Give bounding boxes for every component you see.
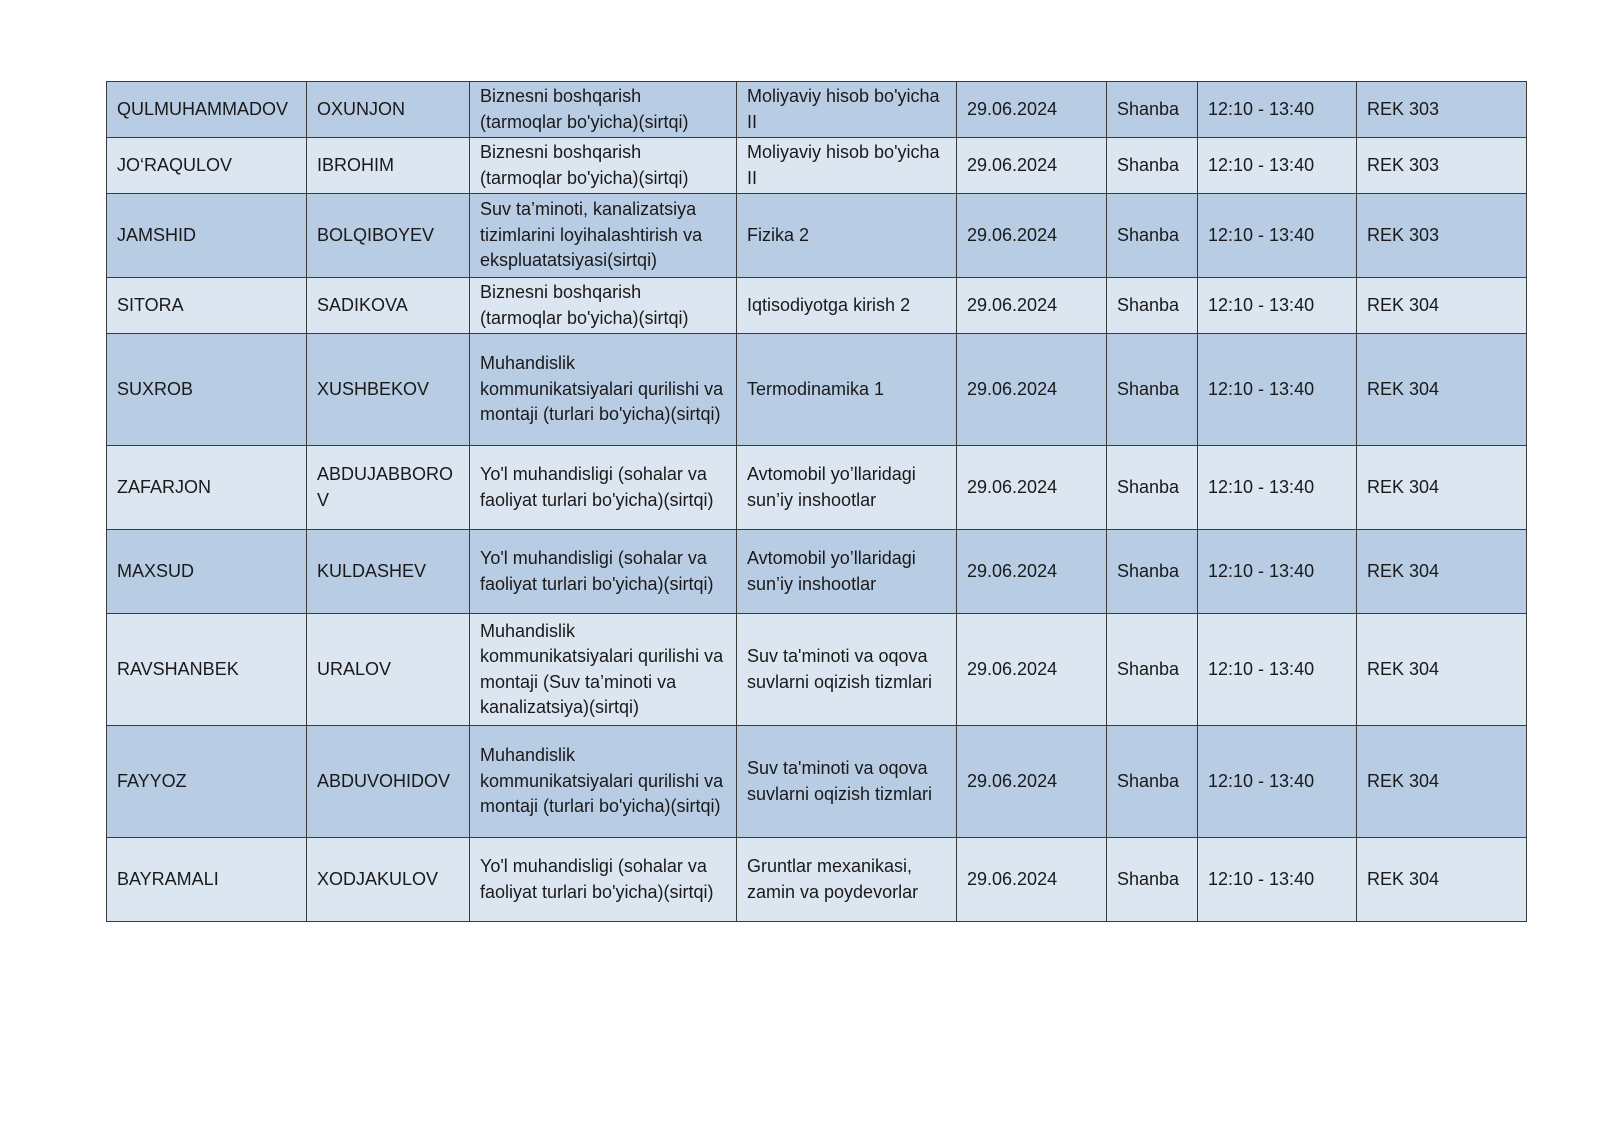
cell-day: Shanba (1107, 278, 1198, 334)
table-row (107, 334, 1527, 446)
cell-subject: Iqtisodiyotga kirish 2 (737, 278, 957, 334)
cell-name: XODJAKULOV (307, 838, 470, 922)
cell-name: SADIKOVA (307, 278, 470, 334)
cell-subject: Moliyaviy hisob bo'yicha II (737, 138, 957, 194)
cell-room: REK 304 (1357, 530, 1527, 614)
cell-subject: Moliyaviy hisob bo'yicha II (737, 82, 957, 138)
cell-time: 12:10 - 13:40 (1198, 614, 1357, 726)
exam-schedule-table (106, 81, 1527, 922)
cell-room: REK 303 (1357, 82, 1527, 138)
table-row (107, 138, 1527, 194)
cell-subject: Termodinamika 1 (737, 334, 957, 446)
cell-name: BOLQIBOYEV (307, 194, 470, 278)
cell-surname: SITORA (107, 278, 307, 334)
cell-date: 29.06.2024 (957, 138, 1107, 194)
table-row (107, 82, 1527, 138)
cell-surname: JO‘RAQULOV (107, 138, 307, 194)
cell-surname: FAYYOZ (107, 726, 307, 838)
cell-time: 12:10 - 13:40 (1198, 838, 1357, 922)
cell-name: OXUNJON (307, 82, 470, 138)
cell-program: Yo'l muhandisligi (sohalar va faoliyat turlari bo'yicha)(sirtqi) (470, 838, 737, 922)
cell-subject: Fizika 2 (737, 194, 957, 278)
cell-date: 29.06.2024 (957, 446, 1107, 530)
table-row (107, 194, 1527, 278)
table-row (107, 530, 1527, 614)
cell-program: Suv ta’minoti, kanalizatsiya tizimlarini loyihalashtirish va ekspluatatsiyasi(sirtqi) (470, 194, 737, 278)
cell-date: 29.06.2024 (957, 334, 1107, 446)
cell-program: Muhandislik kommunikatsiyalari qurilishi va montaji (turlari bo'yicha)(sirtqi) (470, 334, 737, 446)
cell-day: Shanba (1107, 82, 1198, 138)
cell-program: Biznesni boshqarish (tarmoqlar bo'yicha)(sirtqi) (470, 138, 737, 194)
cell-day: Shanba (1107, 614, 1198, 726)
cell-room: REK 304 (1357, 726, 1527, 838)
cell-time: 12:10 - 13:40 (1198, 530, 1357, 614)
cell-time: 12:10 - 13:40 (1198, 138, 1357, 194)
cell-time: 12:10 - 13:40 (1198, 194, 1357, 278)
cell-time: 12:10 - 13:40 (1198, 446, 1357, 530)
cell-time: 12:10 - 13:40 (1198, 82, 1357, 138)
table-row (107, 726, 1527, 838)
cell-room: REK 304 (1357, 614, 1527, 726)
cell-surname: JAMSHID (107, 194, 307, 278)
cell-day: Shanba (1107, 838, 1198, 922)
table-body (107, 82, 1527, 922)
cell-subject: Avtomobil yo’llaridagi sun’iy inshootlar (737, 446, 957, 530)
cell-room: REK 303 (1357, 194, 1527, 278)
cell-day: Shanba (1107, 138, 1198, 194)
cell-date: 29.06.2024 (957, 614, 1107, 726)
cell-program: Muhandislik kommunikatsiyalari qurilishi va montaji (turlari bo'yicha)(sirtqi) (470, 726, 737, 838)
cell-program: Biznesni boshqarish (tarmoqlar bo'yicha)(sirtqi) (470, 278, 737, 334)
cell-name: KULDASHEV (307, 530, 470, 614)
table-row (107, 446, 1527, 530)
cell-room: REK 304 (1357, 446, 1527, 530)
cell-surname: BAYRAMALI (107, 838, 307, 922)
cell-room: REK 303 (1357, 138, 1527, 194)
cell-surname: QULMUHAMMADOV (107, 82, 307, 138)
cell-program: Yo'l muhandisligi (sohalar va faoliyat turlari bo'yicha)(sirtqi) (470, 446, 737, 530)
cell-date: 29.06.2024 (957, 838, 1107, 922)
cell-subject: Suv ta'minoti va oqova suvlarni oqizish tizmlari (737, 614, 957, 726)
cell-program: Yo'l muhandisligi (sohalar va faoliyat turlari bo'yicha)(sirtqi) (470, 530, 737, 614)
cell-surname: SUXROB (107, 334, 307, 446)
cell-day: Shanba (1107, 726, 1198, 838)
cell-day: Shanba (1107, 530, 1198, 614)
cell-date: 29.06.2024 (957, 194, 1107, 278)
cell-time: 12:10 - 13:40 (1198, 278, 1357, 334)
cell-surname: ZAFARJON (107, 446, 307, 530)
cell-time: 12:10 - 13:40 (1198, 726, 1357, 838)
cell-date: 29.06.2024 (957, 530, 1107, 614)
cell-name: ABDUJABBOROV (307, 446, 470, 530)
cell-date: 29.06.2024 (957, 82, 1107, 138)
cell-surname: RAVSHANBEK (107, 614, 307, 726)
cell-surname: MAXSUD (107, 530, 307, 614)
cell-time: 12:10 - 13:40 (1198, 334, 1357, 446)
cell-subject: Gruntlar mexanikasi, zamin va poydevorlar (737, 838, 957, 922)
cell-name: ABDUVOHIDOV (307, 726, 470, 838)
table-row (107, 838, 1527, 922)
cell-program: Muhandislik kommunikatsiyalari qurilishi va montaji (Suv ta’minoti va kanalizatsiya)(sirtqi) (470, 614, 737, 726)
cell-day: Shanba (1107, 334, 1198, 446)
cell-day: Shanba (1107, 446, 1198, 530)
cell-subject: Avtomobil yo’llaridagi sun’iy inshootlar (737, 530, 957, 614)
table-row (107, 614, 1527, 726)
cell-name: IBROHIM (307, 138, 470, 194)
cell-date: 29.06.2024 (957, 726, 1107, 838)
cell-date: 29.06.2024 (957, 278, 1107, 334)
cell-day: Shanba (1107, 194, 1198, 278)
cell-program: Biznesni boshqarish (tarmoqlar bo'yicha)(sirtqi) (470, 82, 737, 138)
cell-room: REK 304 (1357, 334, 1527, 446)
cell-name: URALOV (307, 614, 470, 726)
cell-subject: Suv ta'minoti va oqova suvlarni oqizish tizmlari (737, 726, 957, 838)
cell-room: REK 304 (1357, 278, 1527, 334)
cell-room: REK 304 (1357, 838, 1527, 922)
table-row (107, 278, 1527, 334)
cell-name: XUSHBEKOV (307, 334, 470, 446)
